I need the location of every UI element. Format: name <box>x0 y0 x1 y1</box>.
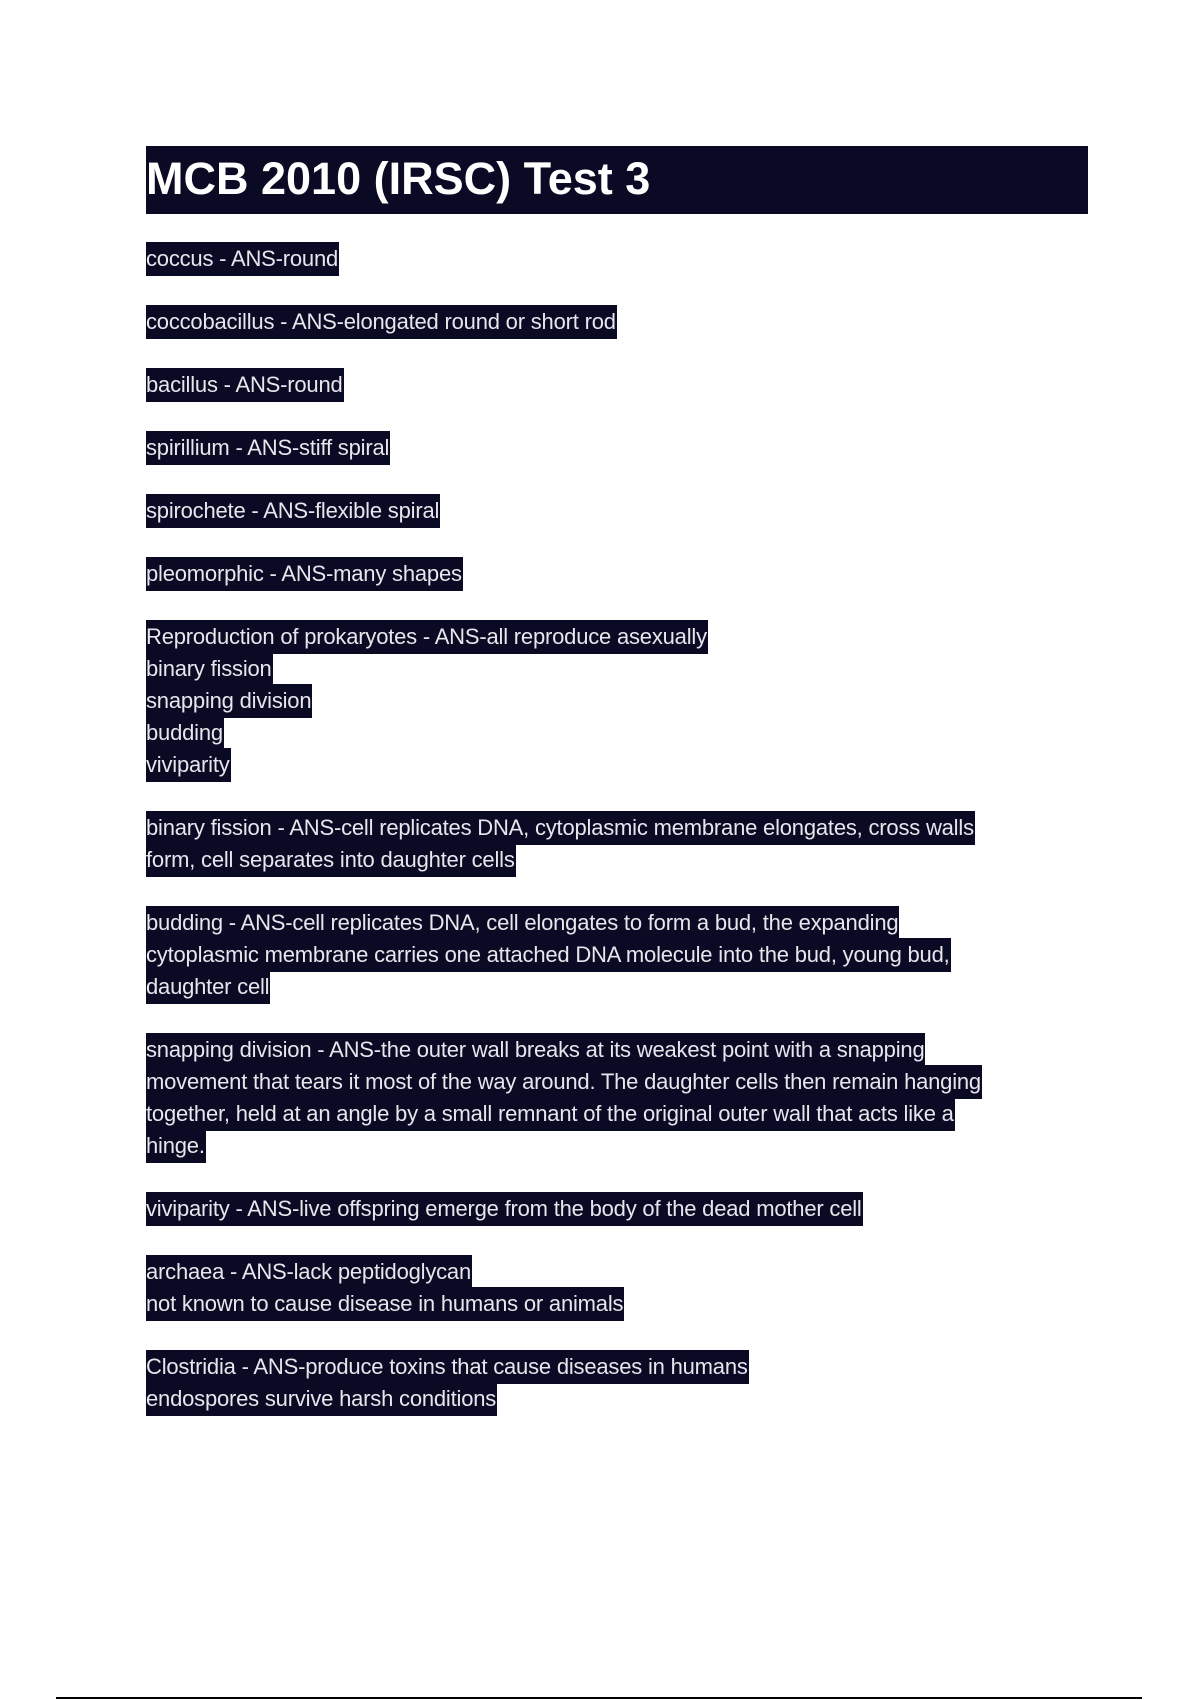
highlighted-text: coccobacillus - ANS-elongated round or short rod <box>146 305 617 339</box>
flashcard-entry <box>146 432 1088 464</box>
flashcard-line <box>146 907 1088 939</box>
highlighted-text: coccus - ANS-round <box>146 242 339 276</box>
flashcard-entry <box>146 558 1088 590</box>
highlighted-text: spirochete - ANS-flexible spiral <box>146 494 440 528</box>
flashcard-line <box>146 621 1088 653</box>
flashcard-line <box>146 1383 1088 1415</box>
highlighted-text: daughter cell <box>146 970 270 1004</box>
highlighted-text: budding - ANS-cell replicates DNA, cell elongates to form a bud, the expanding <box>146 906 899 940</box>
highlighted-text: spirillium - ANS-stiff spiral <box>146 431 390 465</box>
flashcard-entry <box>146 812 1088 876</box>
highlighted-text: not known to cause disease in humans or animals <box>146 1287 624 1321</box>
footer-rule <box>56 1697 1142 1699</box>
title-bar <box>146 146 1088 214</box>
flashcard-line <box>146 939 1088 971</box>
highlighted-text: pleomorphic - ANS-many shapes <box>146 557 463 591</box>
flashcard-line <box>146 1256 1088 1288</box>
highlighted-text: binary fission - ANS-cell replicates DNA, cytoplasmic membrane elongates, cross walls <box>146 811 975 845</box>
flashcard-entry <box>146 306 1088 338</box>
highlighted-text: together, held at an angle by a small remnant of the original outer wall that acts like a <box>146 1097 955 1131</box>
flashcard-line <box>146 306 1088 338</box>
flashcard-line <box>146 1288 1088 1320</box>
flashcard-line <box>146 1034 1088 1066</box>
highlighted-text: viviparity - ANS-live offspring emerge from the body of the dead mother cell <box>146 1192 863 1226</box>
highlighted-text: form, cell separates into daughter cells <box>146 843 516 877</box>
highlighted-text: endospores survive harsh conditions <box>146 1382 497 1416</box>
flashcard-entry <box>146 1256 1088 1320</box>
highlighted-text: bacillus - ANS-round <box>146 368 344 402</box>
flashcard-line <box>146 558 1088 590</box>
flashcard-entry <box>146 243 1088 275</box>
flashcard-line <box>146 495 1088 527</box>
flashcard-line <box>146 749 1088 781</box>
flashcard-line <box>146 717 1088 749</box>
flashcard-line <box>146 432 1088 464</box>
flashcard-line <box>146 1351 1088 1383</box>
highlighted-text: cytoplasmic membrane carries one attached DNA molecule into the bud, young bud, <box>146 938 951 972</box>
highlighted-text: Clostridia - ANS-produce toxins that cause diseases in humans <box>146 1350 749 1384</box>
highlighted-text: archaea - ANS-lack peptidoglycan <box>146 1255 472 1289</box>
flashcard-line <box>146 844 1088 876</box>
flashcard-line <box>146 685 1088 717</box>
flashcard-line <box>146 369 1088 401</box>
highlighted-text: snapping division - ANS-the outer wall breaks at its weakest point with a snapping <box>146 1033 925 1067</box>
flashcard-line <box>146 653 1088 685</box>
flashcard-line <box>146 243 1088 275</box>
highlighted-text: viviparity <box>146 748 231 782</box>
document-title: MCB 2010 (IRSC) Test 3 <box>146 153 651 204</box>
flashcard-entry <box>146 621 1088 781</box>
flashcard-line <box>146 1098 1088 1130</box>
highlighted-text: Reproduction of prokaryotes - ANS-all reproduce asexually <box>146 620 708 654</box>
flashcard-line <box>146 1130 1088 1162</box>
highlighted-text: movement that tears it most of the way around. The daughter cells then remain hanging <box>146 1065 982 1099</box>
flashcard-entry <box>146 907 1088 1003</box>
highlighted-text: hinge. <box>146 1129 206 1163</box>
flashcard-list <box>146 243 1088 1446</box>
flashcard-line <box>146 1066 1088 1098</box>
flashcard-entry <box>146 1351 1088 1415</box>
highlighted-text: budding <box>146 716 224 750</box>
flashcard-line <box>146 1193 1088 1225</box>
flashcard-entry <box>146 1193 1088 1225</box>
flashcard-entry <box>146 369 1088 401</box>
flashcard-line <box>146 812 1088 844</box>
flashcard-line <box>146 971 1088 1003</box>
flashcard-entry <box>146 495 1088 527</box>
highlighted-text: snapping division <box>146 684 312 718</box>
flashcard-entry <box>146 1034 1088 1162</box>
highlighted-text: binary fission <box>146 652 273 686</box>
